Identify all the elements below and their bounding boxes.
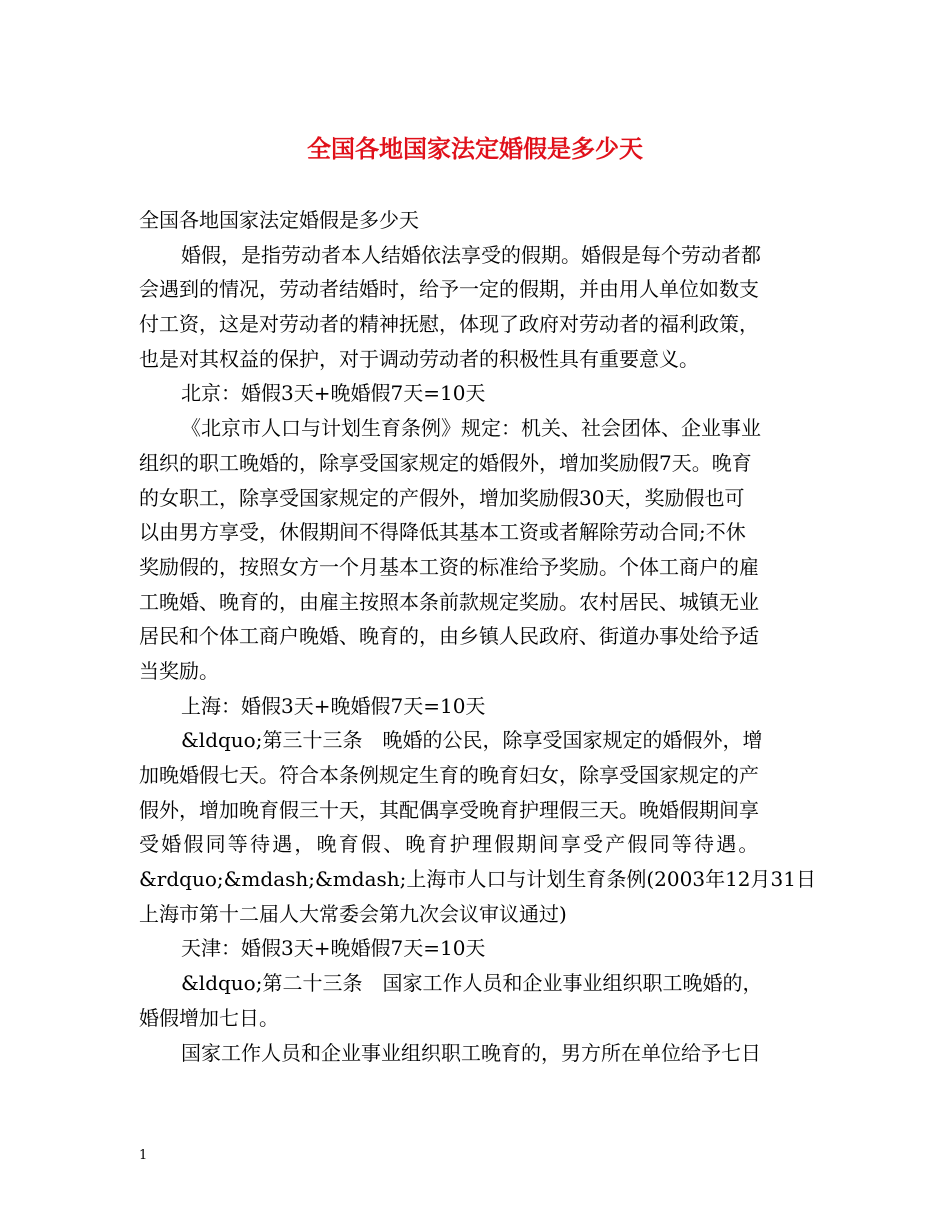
paragraph-line: 假外，增加晚育假三十天，其配偶享受晚育护理假三天。晚婚假期间享 [139, 797, 759, 822]
paragraph-line: 付工资，这是对劳动者的精神抚慰，体现了政府对劳动者的福利政策， [139, 312, 759, 337]
paragraph-line: &ldquo;第二十三条 国家工作人员和企业事业组织职工晚婚的， [181, 971, 763, 996]
paragraph-line: 《北京市人口与计划生育条例》规定：机关、社会团体、企业事业 [181, 416, 761, 441]
beijing-heading: 北京：婚假3天+晚婚假7天=10天 [181, 381, 486, 406]
paragraph-line: 以由男方享受，休假期间不得降低其基本工资或者解除劳动合同;不休 [139, 520, 746, 545]
paragraph-line: 上海市第十二届人大常委会第九次会议审议通过) [139, 901, 567, 926]
paragraph-line: 国家工作人员和企业事业组织职工晚育的，男方所在单位给予七日 [181, 1040, 761, 1065]
paragraph-line: 工晚婚、晚育的，由雇主按照本条前款规定奖励。农村居民、城镇无业 [139, 589, 759, 614]
paragraph-line: 居民和个体工商户晚婚、晚育的，由乡镇人民政府、街道办事处给予适 [139, 624, 759, 649]
paragraph-line: &rdquo;&mdash;&mdash;上海市人口与计划生育条例(2003年12月31日 [139, 867, 816, 892]
paragraph-line: 组织的职工晚婚的，除享受国家规定的婚假外，增加奖励假7天。晚育 [139, 450, 752, 475]
paragraph-line: 也是对其权益的保护，对于调动劳动者的积极性具有重要意义。 [139, 346, 699, 371]
paragraph-line: 加晚婚假七天。符合本条例规定生育的晚育妇女，除享受国家规定的产 [139, 763, 759, 787]
paragraph-line: 奖励假的，按照女方一个月基本工资的标准给予奖励。个体工商户的雇 [139, 554, 759, 579]
paragraph-line: 当奖励。 [139, 658, 219, 683]
shanghai-heading: 上海：婚假3天+晚婚假7天=10天 [181, 693, 486, 718]
paragraph-line: &ldquo;第三十三条 晚婚的公民，除享受国家规定的婚假外，增 [181, 728, 763, 753]
paragraph-line: 的女职工，除享受国家规定的产假外，增加奖励假30天，奖励假也可 [139, 485, 745, 510]
document-body [139, 203, 816, 1070]
paragraph-line: 婚假增加七日。 [139, 1005, 279, 1030]
section-heading: 全国各地国家法定婚假是多少天 [139, 208, 419, 232]
tianjin-heading: 天津：婚假3天+晚婚假7天=10天 [181, 936, 486, 961]
page-number: 1 [139, 1148, 148, 1163]
paragraph-line: 受婚假同等待遇，晚育假、晚育护理假期间享受产假同等待遇。 [139, 832, 761, 857]
document-title: 全国各地国家法定婚假是多少天 [307, 134, 643, 163]
paragraph-line: 婚假，是指劳动者本人结婚依法享受的假期。婚假是每个劳动者都 [181, 242, 761, 267]
paragraph-line: 会遇到的情况，劳动者结婚时，给予一定的假期，并由用人单位如数支 [139, 277, 759, 302]
